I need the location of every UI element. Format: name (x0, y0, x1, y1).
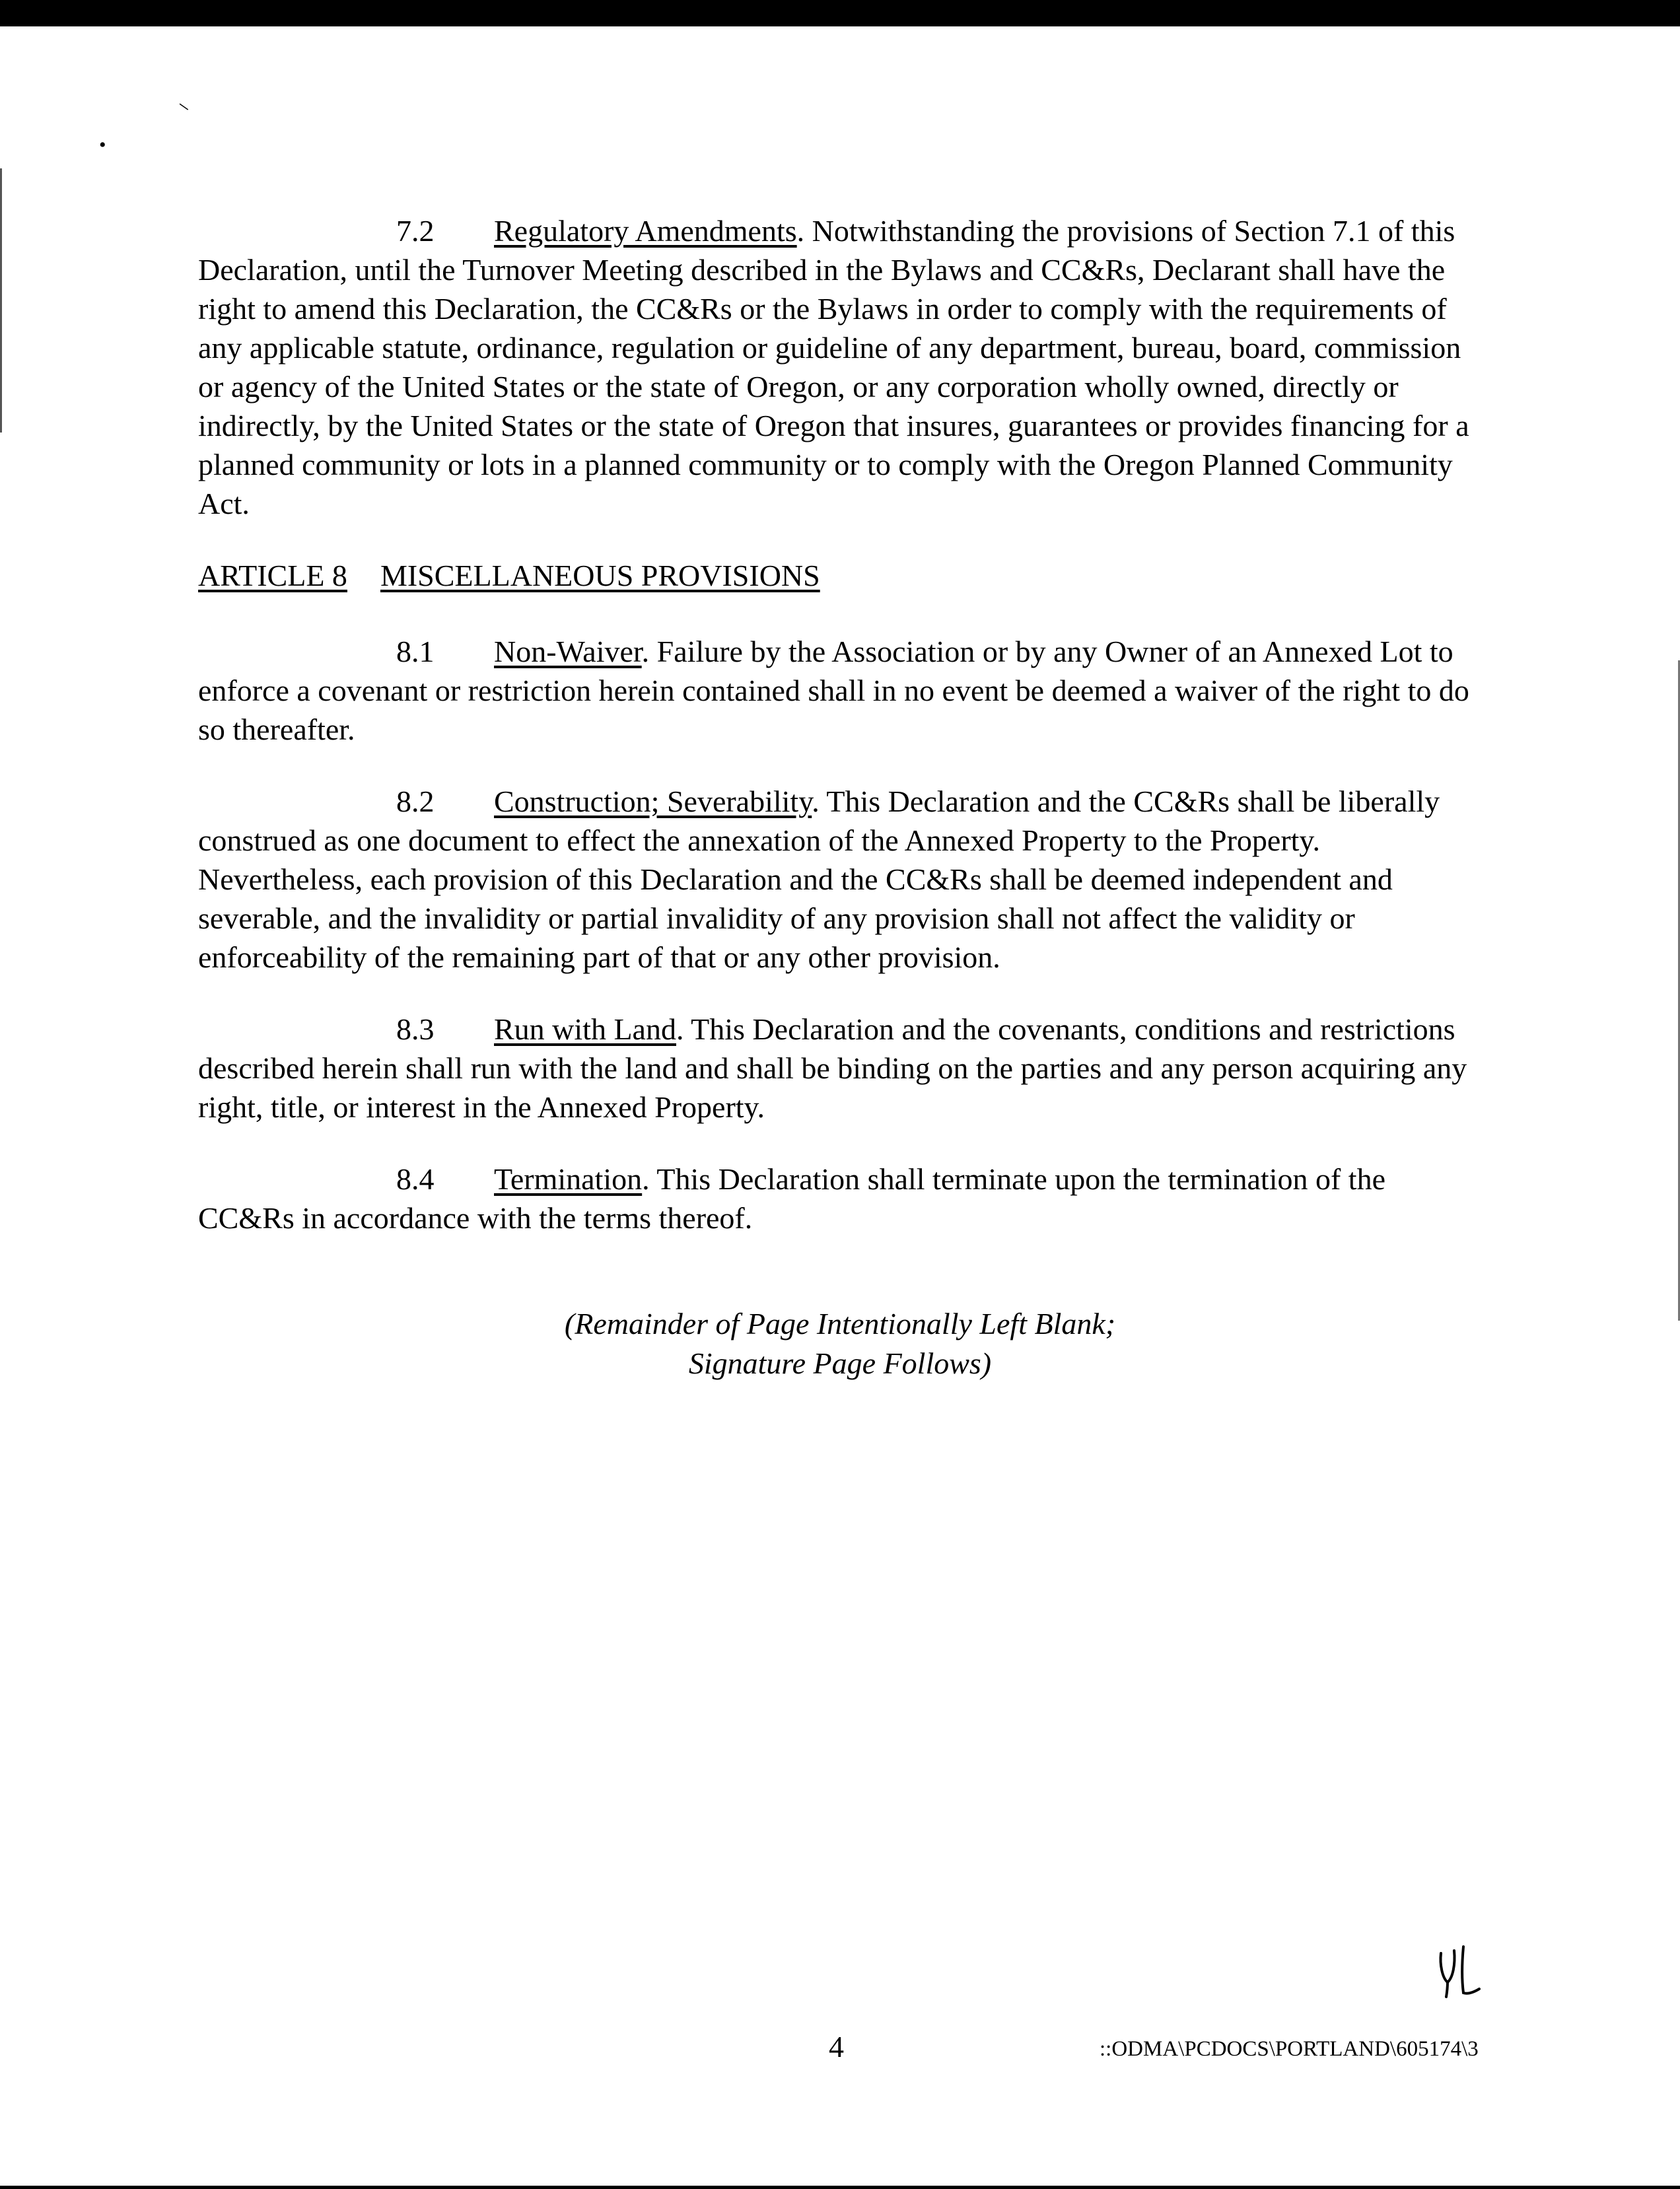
handwritten-initials (1433, 1941, 1486, 2001)
document-body (198, 211, 1486, 1270)
section-number: 8.3 (396, 1012, 435, 1046)
section-number: 8.4 (396, 1162, 435, 1196)
remainder-line-1: (Remainder of Page Intentionally Left Blank; (564, 1307, 1116, 1340)
section-text: . This Declaration and the covenants, conditions and restrictions described herein shall run with the land and shall be binding on the parties and any person acquiring any right, title, or interest in the Annexed Property. (198, 1012, 1467, 1124)
page-number: 4 (829, 2030, 844, 2064)
section-text: . Failure by the Association or by any Owner of an Annexed Lot to enforce a covenant or restriction herein contained shall in no event be deemed a waiver of the right to do so thereafter. (198, 635, 1469, 746)
section-8-2 (198, 782, 1486, 977)
scan-left-edge-mark (0, 168, 2, 433)
section-text: . Notwithstanding the provisions of Section 7.1 of this Declaration, until the Turnover Meeting described in the Bylaws and CC&Rs, Declarant shall have the right to amend this Declaration, the CC&Rs or the Bylaws in order to comply with the requirements of any applicable statute, ordinance, regulation or guideline of any department, bureau, board, commission or agency of the United States or the state of Oregon, or any corporation wholly owned, directly or indirectly, by the United States or the state of Oregon that insures, guarantees or provides financing for a planned community or lots in a planned community or to comply with the Oregon Planned Community Act. (198, 214, 1469, 520)
scan-bottom-border (0, 2186, 1680, 2189)
section-number: 8.1 (396, 635, 435, 668)
section-7-2 (198, 211, 1486, 523)
article-number: ARTICLE 8 (198, 559, 347, 592)
section-text: . This Declaration shall terminate upon the termination of the CC&Rs in accordance with the terms thereof. (198, 1162, 1386, 1235)
article-title: MISCELLANEOUS PROVISIONS (380, 559, 820, 592)
document-path: ::ODMA\PCDOCS\PORTLAND\605174\3 (1100, 2037, 1479, 2061)
section-heading: Construction; Severability (494, 784, 812, 818)
section-number: 7.2 (396, 214, 435, 248)
remainder-note (0, 1304, 1680, 1383)
remainder-line-2: Signature Page Follows) (688, 1346, 992, 1380)
scan-speck: – (174, 93, 195, 118)
scan-speck: • (99, 134, 106, 156)
section-8-1 (198, 632, 1486, 749)
section-text: . This Declaration and the CC&Rs shall be liberally construed as one document to effect the annexation of the Annexed Property to the Property. Nevertheless, each provision of this Declaration and the CC&Rs shall be deemed independent and severable, and the invalidity or partial invalidity of any provision shall not affect the validity or enforceability of the remaining part of that or any other provision. (198, 784, 1440, 974)
scan-top-border (0, 0, 1680, 26)
section-heading: Regulatory Amendments (494, 214, 797, 248)
section-heading: Termination (494, 1162, 643, 1196)
section-heading: Run with Land (494, 1012, 676, 1046)
section-number: 8.2 (396, 784, 435, 818)
section-8-3 (198, 1010, 1486, 1127)
article-heading (198, 556, 1486, 595)
section-8-4 (198, 1160, 1486, 1237)
section-heading: Non-Waiver (494, 635, 642, 668)
